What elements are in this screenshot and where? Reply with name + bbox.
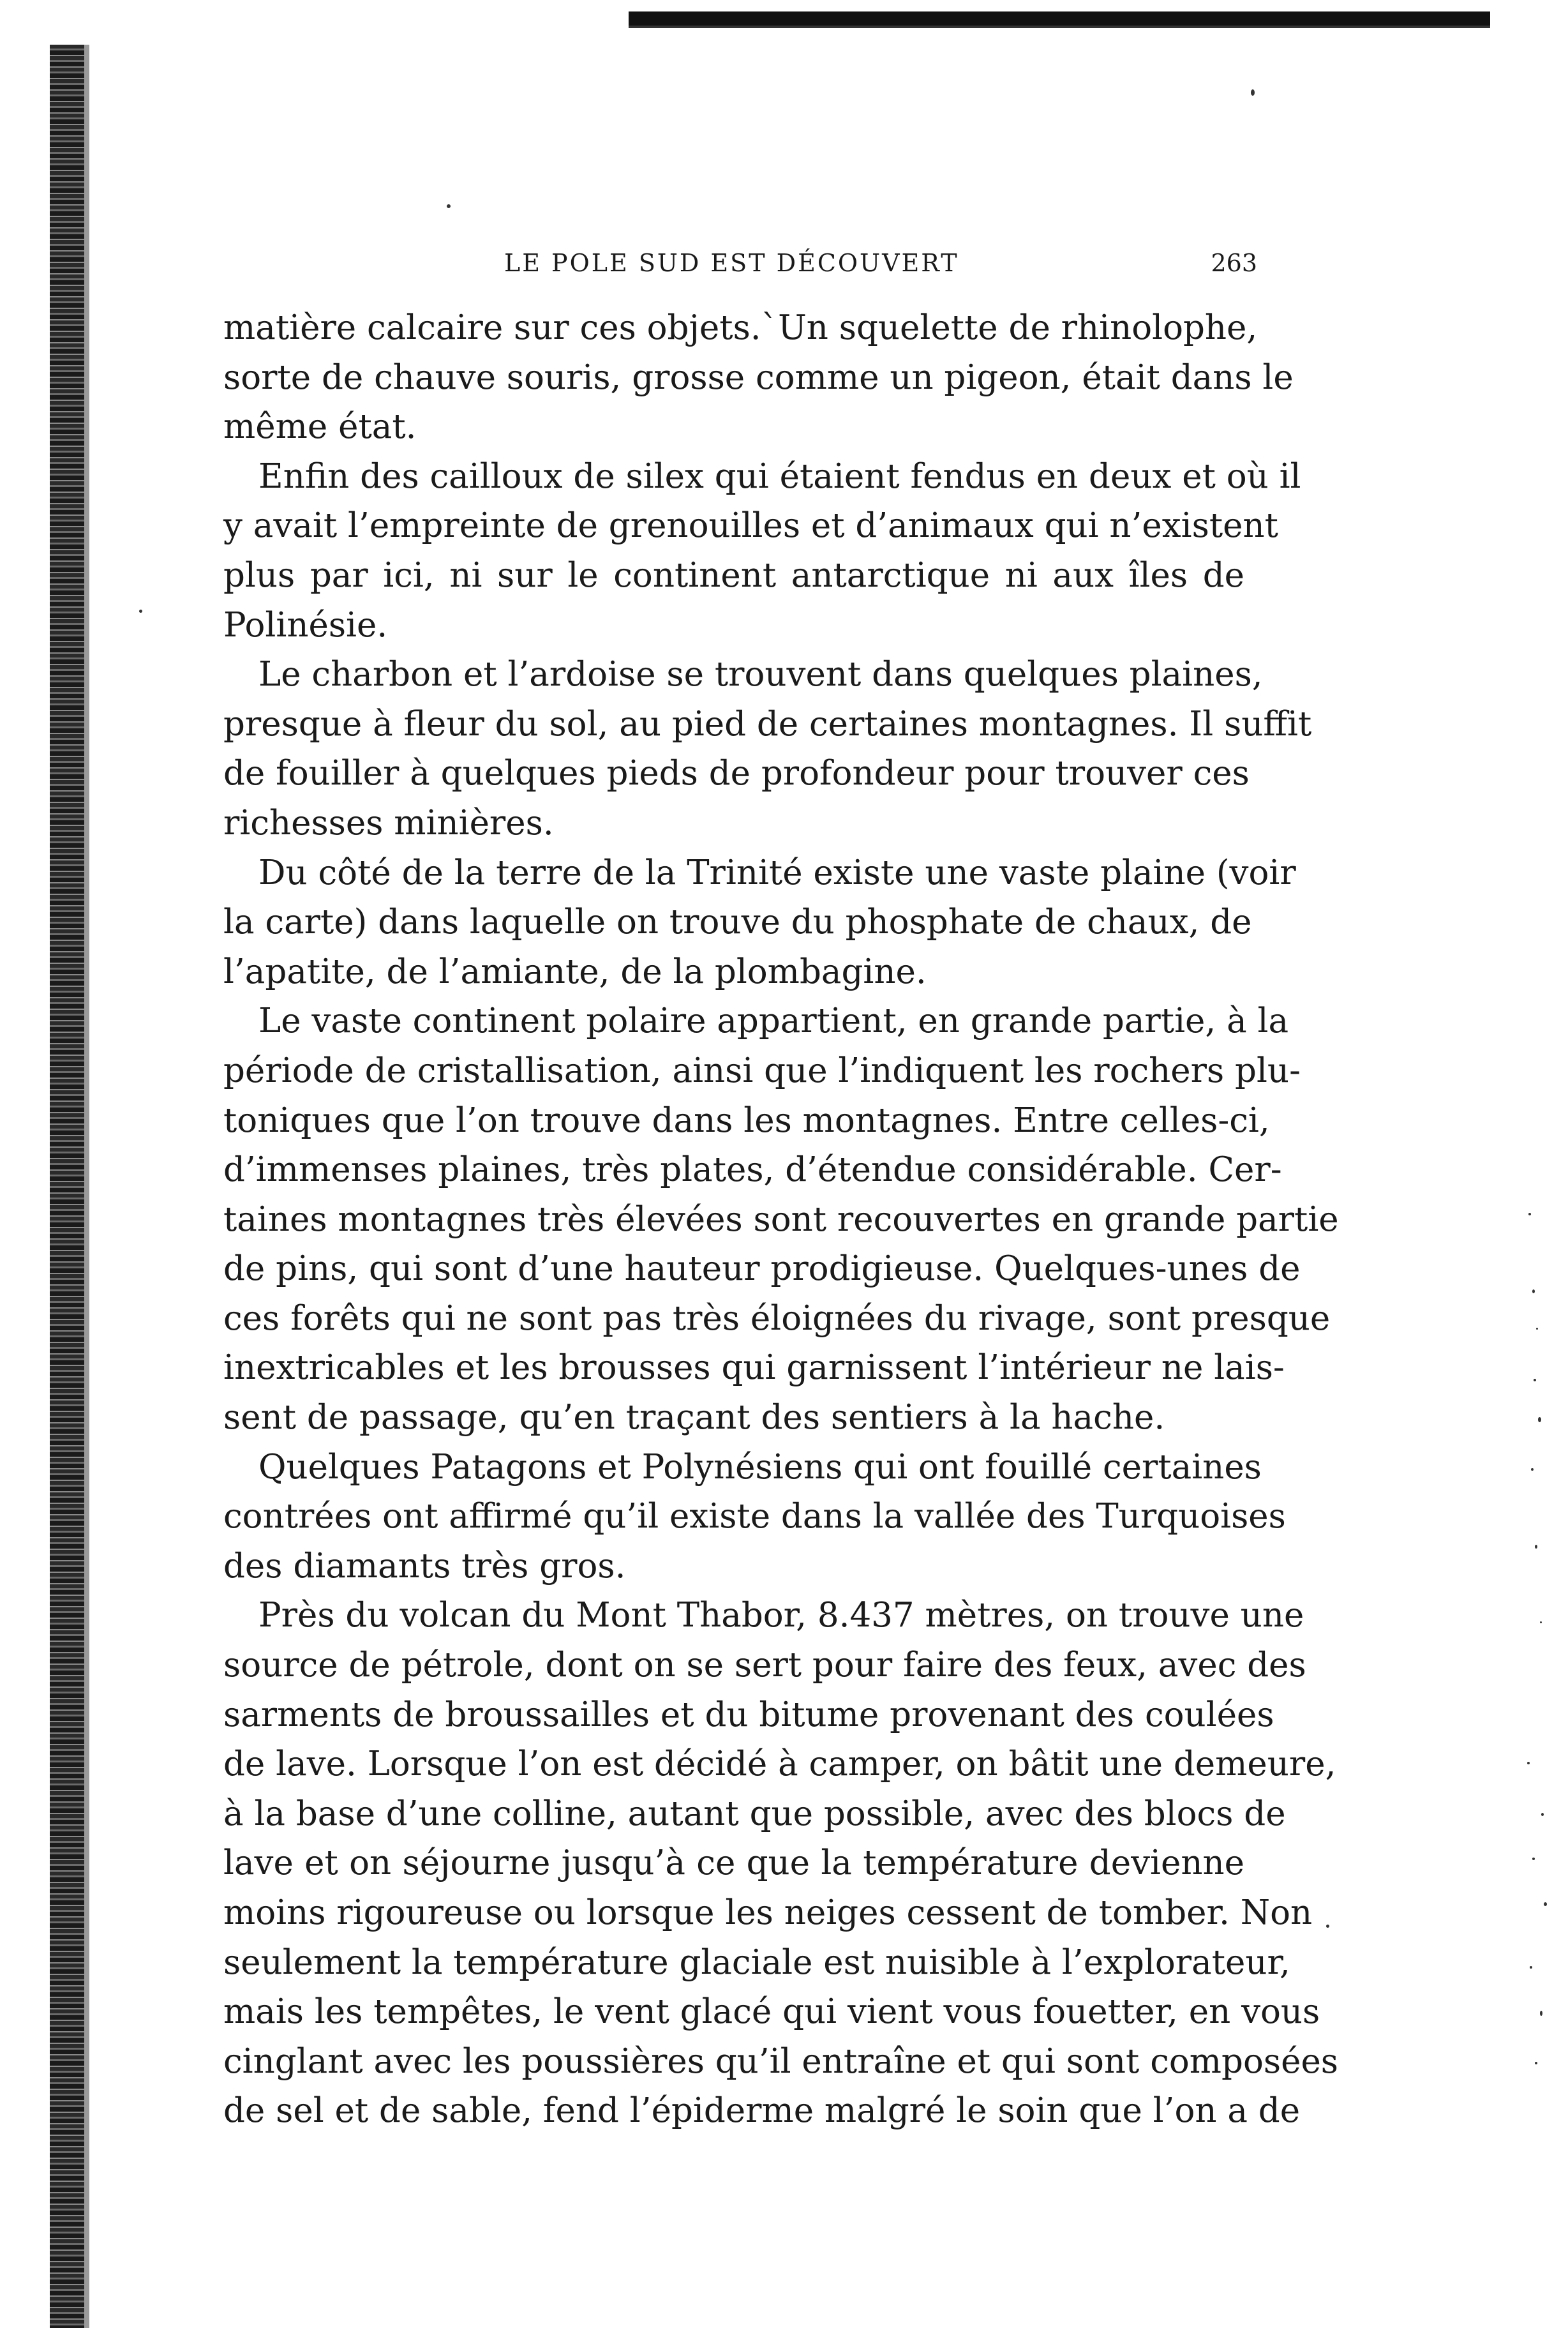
- page-number: 263: [1211, 249, 1257, 277]
- scan-speck: [1251, 89, 1255, 96]
- text-line: Polinésie.: [223, 605, 388, 645]
- text-line: source de pétrole, dont on se sert pour faire des feux, avec des: [223, 1646, 1306, 1685]
- text-line: presque à fleur du sol, au pied de certaines montagnes. Il suffit: [223, 704, 1312, 744]
- text-line: de fouiller à quelques pieds de profondeur pour trouver ces: [223, 754, 1250, 793]
- text-line: toniques que l’on trouve dans les montagnes. Entre celles-ci,: [223, 1100, 1270, 1140]
- text-line: ces forêts qui ne sont pas très éloignées du rivage, sont presque: [223, 1298, 1331, 1338]
- text-line: de pins, qui sont d’une hauteur prodigieuse. Quelques-unes de: [223, 1249, 1301, 1289]
- text-line: Le vaste continent polaire appartient, en grande partie, à la: [258, 1002, 1289, 1041]
- text-line: matière calcaire sur ces objets.`Un squelette de rhinolophe,: [223, 308, 1258, 347]
- text-line: la carte) dans laquelle on trouve du phosphate de chaux, de: [223, 903, 1252, 942]
- text-line: d’immenses plaines, très plates, d’étendue considérable. Cer-: [223, 1150, 1282, 1190]
- text-line: l’apatite, de l’amiante, de la plombagine.: [223, 952, 927, 991]
- top-rule: [629, 11, 1490, 26]
- text-line: moins rigoureuse ou lorsque les neiges cessent de tomber. Non: [223, 1893, 1313, 1932]
- scan-speck: [1326, 1925, 1329, 1928]
- scan-speck: [447, 204, 451, 208]
- binding-edge-inner: [84, 45, 89, 2328]
- text-line: Le charbon et l’ardoise se trouvent dans quelques plaines,: [258, 655, 1263, 695]
- text-line: richesses minières.: [223, 803, 554, 843]
- text-line: à la base d’une colline, autant que possible, avec des blocs de: [223, 1794, 1286, 1833]
- text-line: sorte de chauve souris, grosse comme un pigeon, était dans le: [223, 357, 1294, 397]
- text-line: plus par ici, ni sur le continent antarctique ni aux îles de: [223, 555, 1244, 595]
- top-rule-shadow: [629, 26, 1490, 28]
- running-head: [504, 249, 1257, 287]
- body-text: [223, 303, 1339, 2136]
- text-line: des diamants très gros.: [223, 1546, 626, 1586]
- text-line: même état.: [223, 407, 417, 447]
- text-line: sent de passage, qu’en traçant des sentiers à la hache.: [223, 1398, 1165, 1438]
- running-title: LE POLE SUD EST DÉCOUVERT: [504, 249, 959, 277]
- text-line: seulement la température glaciale est nuisible à l’explorateur,: [223, 1942, 1290, 1982]
- text-line: Quelques Patagons et Polynésiens qui ont fouillé certaines: [258, 1447, 1262, 1487]
- text-line: contrées ont affirmé qu’il existe dans la vallée des Turquoises: [223, 1497, 1286, 1536]
- margin-specks: [1522, 1213, 1560, 2106]
- text-line: de lave. Lorsque l’on est décidé à camper, on bâtit une demeure,: [223, 1745, 1336, 1784]
- text-line: mais les tempêtes, le vent glacé qui vient vous fouetter, en vous: [223, 1992, 1320, 2032]
- text-line: Du côté de la terre de la Trinité existe une vaste plaine (voir: [258, 853, 1296, 892]
- scan-speck: [139, 610, 142, 613]
- text-line: inextricables et les brousses qui garnissent l’intérieur ne lais-: [223, 1348, 1285, 1388]
- text-line: taines montagnes très élevées sont recouvertes en grande partie: [223, 1199, 1339, 1239]
- text-line: de sel et de sable, fend l’épiderme malgré le soin que l’on a de: [223, 2091, 1301, 2131]
- text-line: lave et on séjourne jusqu’à ce que la température devienne: [223, 1844, 1244, 1883]
- text-line: sarments de broussailles et du bitume provenant des coulées: [223, 1695, 1274, 1734]
- text-line: y avait l’empreinte de grenouilles et d’animaux qui n’existent: [223, 506, 1278, 546]
- text-line: Enfin des cailloux de silex qui étaient fendus en deux et où il: [258, 456, 1301, 496]
- binding-edge: [50, 45, 89, 2328]
- text-line: période de cristallisation, ainsi que l’indiquent les rochers plu-: [223, 1051, 1301, 1090]
- text-line: cinglant avec les poussières qu’il entraîne et qui sont composées: [223, 2041, 1339, 2081]
- text-line: Près du volcan du Mont Thabor, 8.437 mètres, on trouve une: [258, 1596, 1304, 1635]
